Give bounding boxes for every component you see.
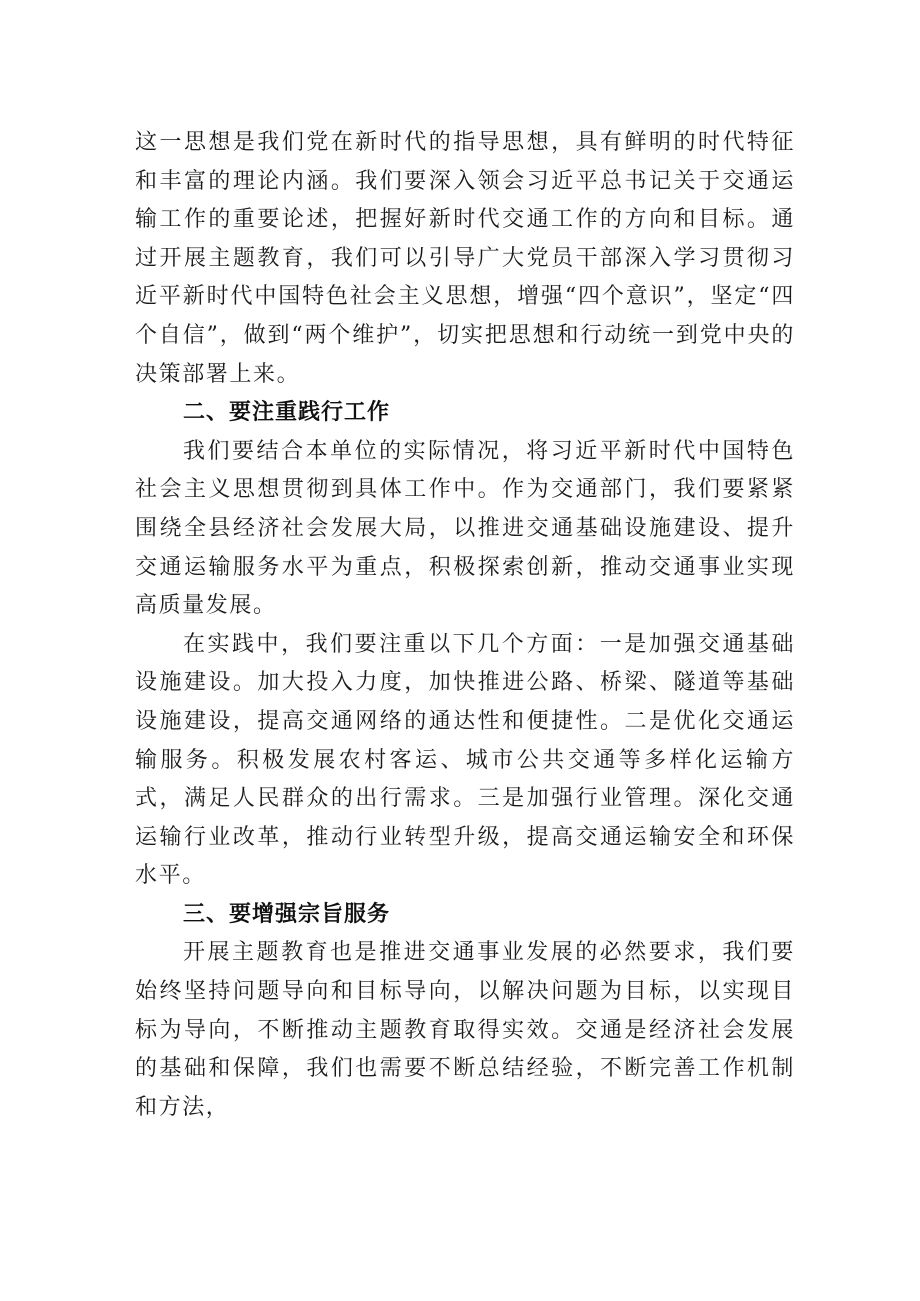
paragraph-intro: 这一思想是我们党在新时代的指导思想，具有鲜明的时代特征和丰富的理论内涵。我们要深入领会习近平总书记关于交通运输工作的重要论述，把握好新时代交通工作的方向和目标。通过开展主题教育，我们可以引导广大党员干部深入学习贯彻习近平新时代中国特色社会主义思想，增强“四个意识”，坚定“四个自信”，做到“两个维护”，切实把思想和行动统一到党中央的决策部署上来。 xyxy=(135,130,795,387)
paragraph-section2-2: 在实践中，我们要注重以下几个方面：一是加强交通基础设施建设。加大投入力度，加快推进公路、桥梁、隧道等基础设施建设，提高交通网络的通达性和便捷性。二是优化交通运输服务。积极发展农村客运、城市公共交通等多样化运输方式，满足人民群众的出行需求。三是加强行业管理。深化交通运输行业改革，推动行业转型升级，提高交通运输安全和环保水平。 xyxy=(135,631,795,889)
document-body xyxy=(135,124,795,1127)
section-heading-2: 二、要注重践行工作 xyxy=(183,400,391,426)
paragraph-section3-1: 开展主题教育也是推进交通事业发展的必然要求，我们要始终坚持问题导向和目标导向，以解决问题为目标，以实现目标为导向，不断推动主题教育取得实效。交通是经济社会发展的基础和保障，我们也需要不断总结经验，不断完善工作机制和方法， xyxy=(135,940,795,1120)
paragraph-section2-1: 我们要结合本单位的实际情况，将习近平新时代中国特色社会主义思想贯彻到具体工作中。作为交通部门，我们要紧紧围绕全县经济社会发展大局，以推进交通基础设施建设、提升交通运输服务水平为重点，积极探索创新，推动交通事业实现高质量发展。 xyxy=(135,438,795,619)
section-heading-3: 三、要增强宗旨服务 xyxy=(183,901,391,927)
